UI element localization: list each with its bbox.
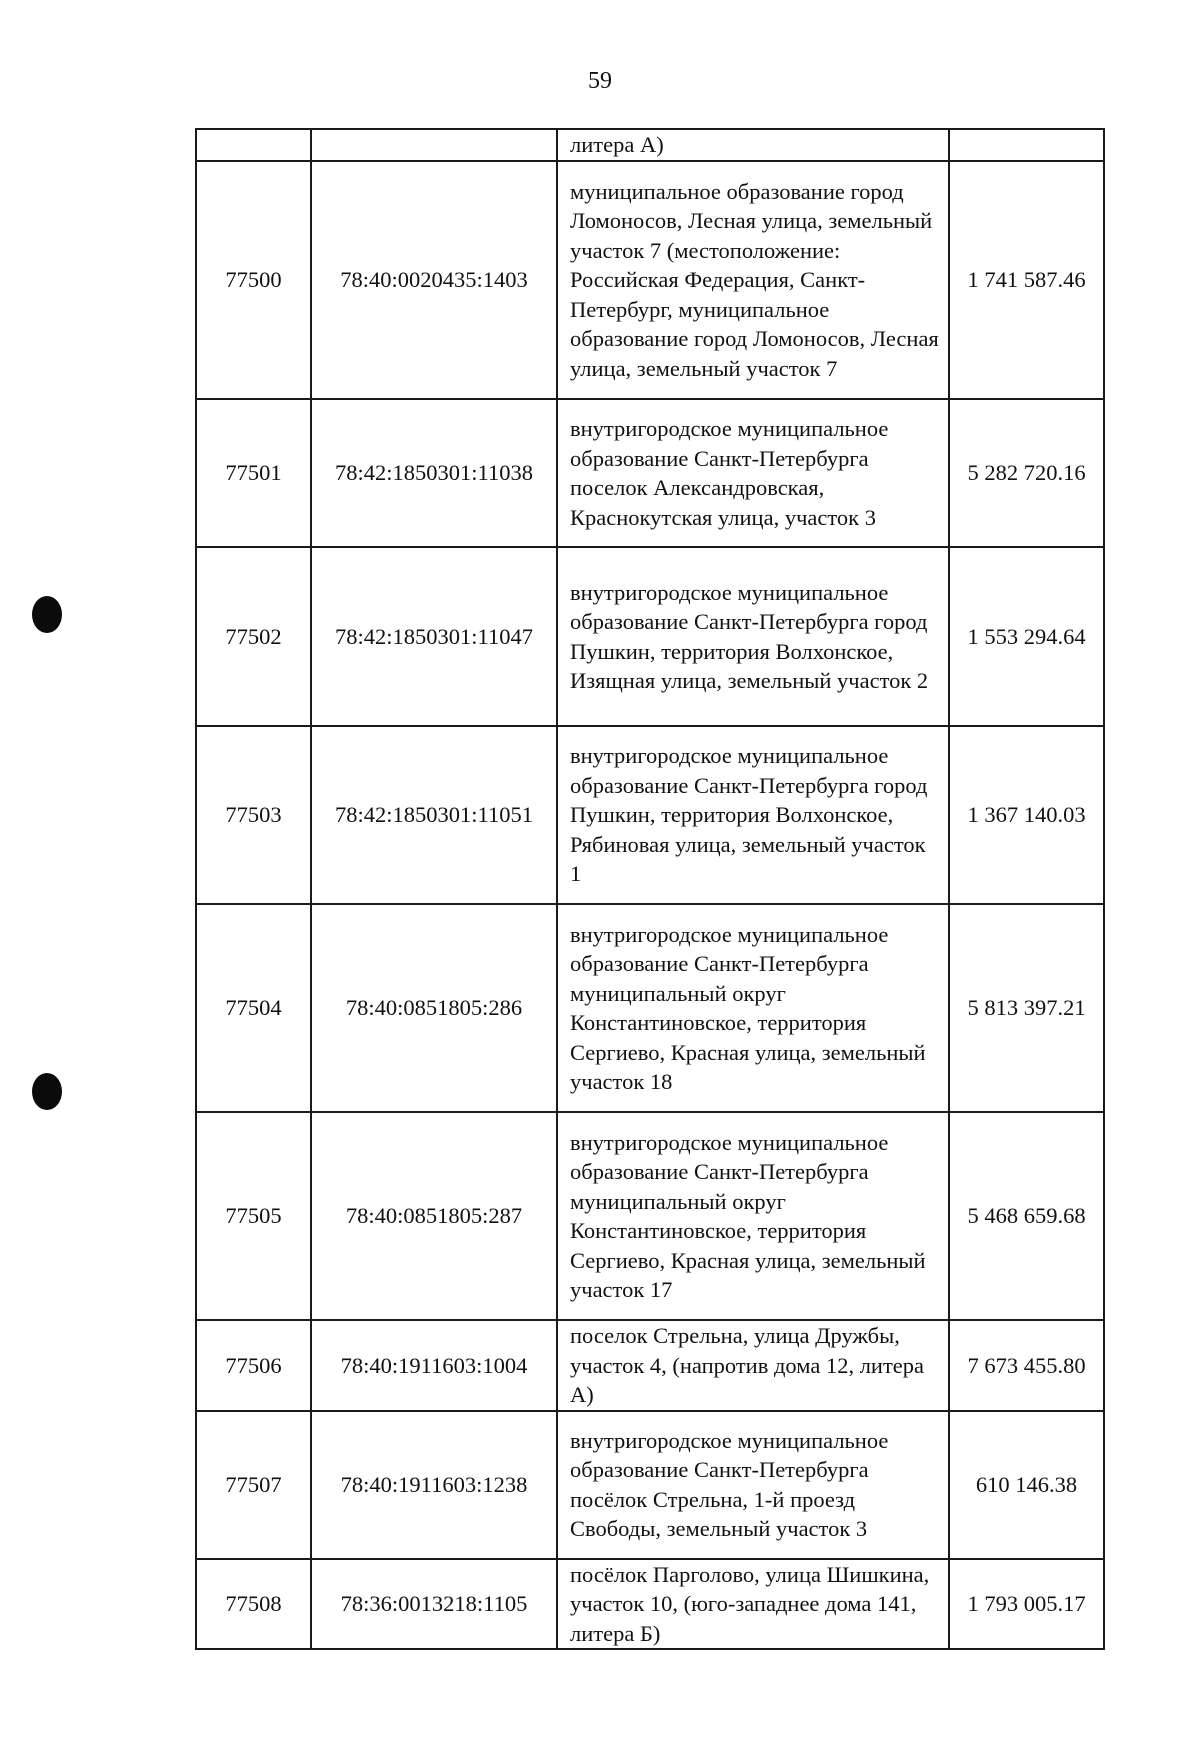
cell-address: внутригородское муниципальное образование Санкт-Петербурга муниципальный округ Константиновское, территория Сергиево, Красная улица, земельный участок 17 <box>557 1112 949 1320</box>
table-row <box>196 1411 1104 1559</box>
page-number: 59 <box>588 68 612 94</box>
table-row <box>196 1559 1104 1650</box>
cell-number: 77508 <box>196 1559 311 1650</box>
cell-cadastral: 78:40:0851805:287 <box>311 1112 557 1320</box>
cell-number: 77506 <box>196 1320 311 1411</box>
cell-cadastral: 78:36:0013218:1105 <box>311 1559 557 1650</box>
punch-hole <box>32 596 62 633</box>
cell-number: 77503 <box>196 726 311 904</box>
cell-value: 5 468 659.68 <box>949 1112 1104 1320</box>
cell-cadastral: 78:42:1850301:11051 <box>311 726 557 904</box>
cell-cadastral: 78:42:1850301:11047 <box>311 547 557 726</box>
cell-cadastral: 78:42:1850301:11038 <box>311 399 557 547</box>
cell-cadastral: 78:40:0020435:1403 <box>311 161 557 399</box>
table-row <box>196 726 1104 904</box>
cell-number: 77500 <box>196 161 311 399</box>
cell-value: 5 813 397.21 <box>949 904 1104 1112</box>
cell-number: 77501 <box>196 399 311 547</box>
table-row <box>196 904 1104 1112</box>
cell-address: внутригородское муниципальное образование Санкт-Петербурга поселок Александровская, Краснокутская улица, участок 3 <box>557 399 949 547</box>
cell-number <box>196 129 311 161</box>
cell-value: 1 553 294.64 <box>949 547 1104 726</box>
cell-address: внутригородское муниципальное образование Санкт-Петербурга город Пушкин, территория Волхонское, Изящная улица, земельный участок 2 <box>557 547 949 726</box>
cell-address: внутригородское муниципальное образование Санкт-Петербурга посёлок Стрельна, 1-й проезд Свободы, земельный участок 3 <box>557 1411 949 1559</box>
cell-number: 77505 <box>196 1112 311 1320</box>
table-row-continuation <box>196 129 1104 161</box>
registry-table <box>195 128 1105 1650</box>
cell-value <box>949 129 1104 161</box>
cell-value: 610 146.38 <box>949 1411 1104 1559</box>
table-row <box>196 547 1104 726</box>
cell-address: поселок Стрельна, улица Дружбы, участок 4, (напротив дома 12, литера А) <box>557 1320 949 1411</box>
cell-value: 5 282 720.16 <box>949 399 1104 547</box>
cell-address: внутригородское муниципальное образование Санкт-Петербурга муниципальный округ Константиновское, территория Сергиево, Красная улица, земельный участок 18 <box>557 904 949 1112</box>
table-row <box>196 1112 1104 1320</box>
cell-address: посёлок Парголово, улица Шишкина, участок 10, (юго-западнее дома 141, литера Б) <box>557 1559 949 1650</box>
cell-number: 77507 <box>196 1411 311 1559</box>
table-row <box>196 399 1104 547</box>
cell-value: 1 793 005.17 <box>949 1559 1104 1650</box>
table-row <box>196 1320 1104 1411</box>
cell-address: литера А) <box>557 129 949 161</box>
cell-cadastral <box>311 129 557 161</box>
cell-cadastral: 78:40:1911603:1004 <box>311 1320 557 1411</box>
cell-address: внутригородское муниципальное образование Санкт-Петербурга город Пушкин, территория Волхонское, Рябиновая улица, земельный участок 1 <box>557 726 949 904</box>
cell-cadastral: 78:40:1911603:1238 <box>311 1411 557 1559</box>
cell-value: 1 367 140.03 <box>949 726 1104 904</box>
cell-cadastral: 78:40:0851805:286 <box>311 904 557 1112</box>
cell-value: 1 741 587.46 <box>949 161 1104 399</box>
table-row <box>196 161 1104 399</box>
cell-address: муниципальное образование город Ломоносов, Лесная улица, земельный участок 7 (местоположение: Российская Федерация, Санкт-Петербург, муниципальное образование город Ломоносов, Лесная улица, земельный участок 7 <box>557 161 949 399</box>
cell-value: 7 673 455.80 <box>949 1320 1104 1411</box>
punch-hole <box>32 1073 62 1110</box>
cell-number: 77502 <box>196 547 311 726</box>
cell-number: 77504 <box>196 904 311 1112</box>
